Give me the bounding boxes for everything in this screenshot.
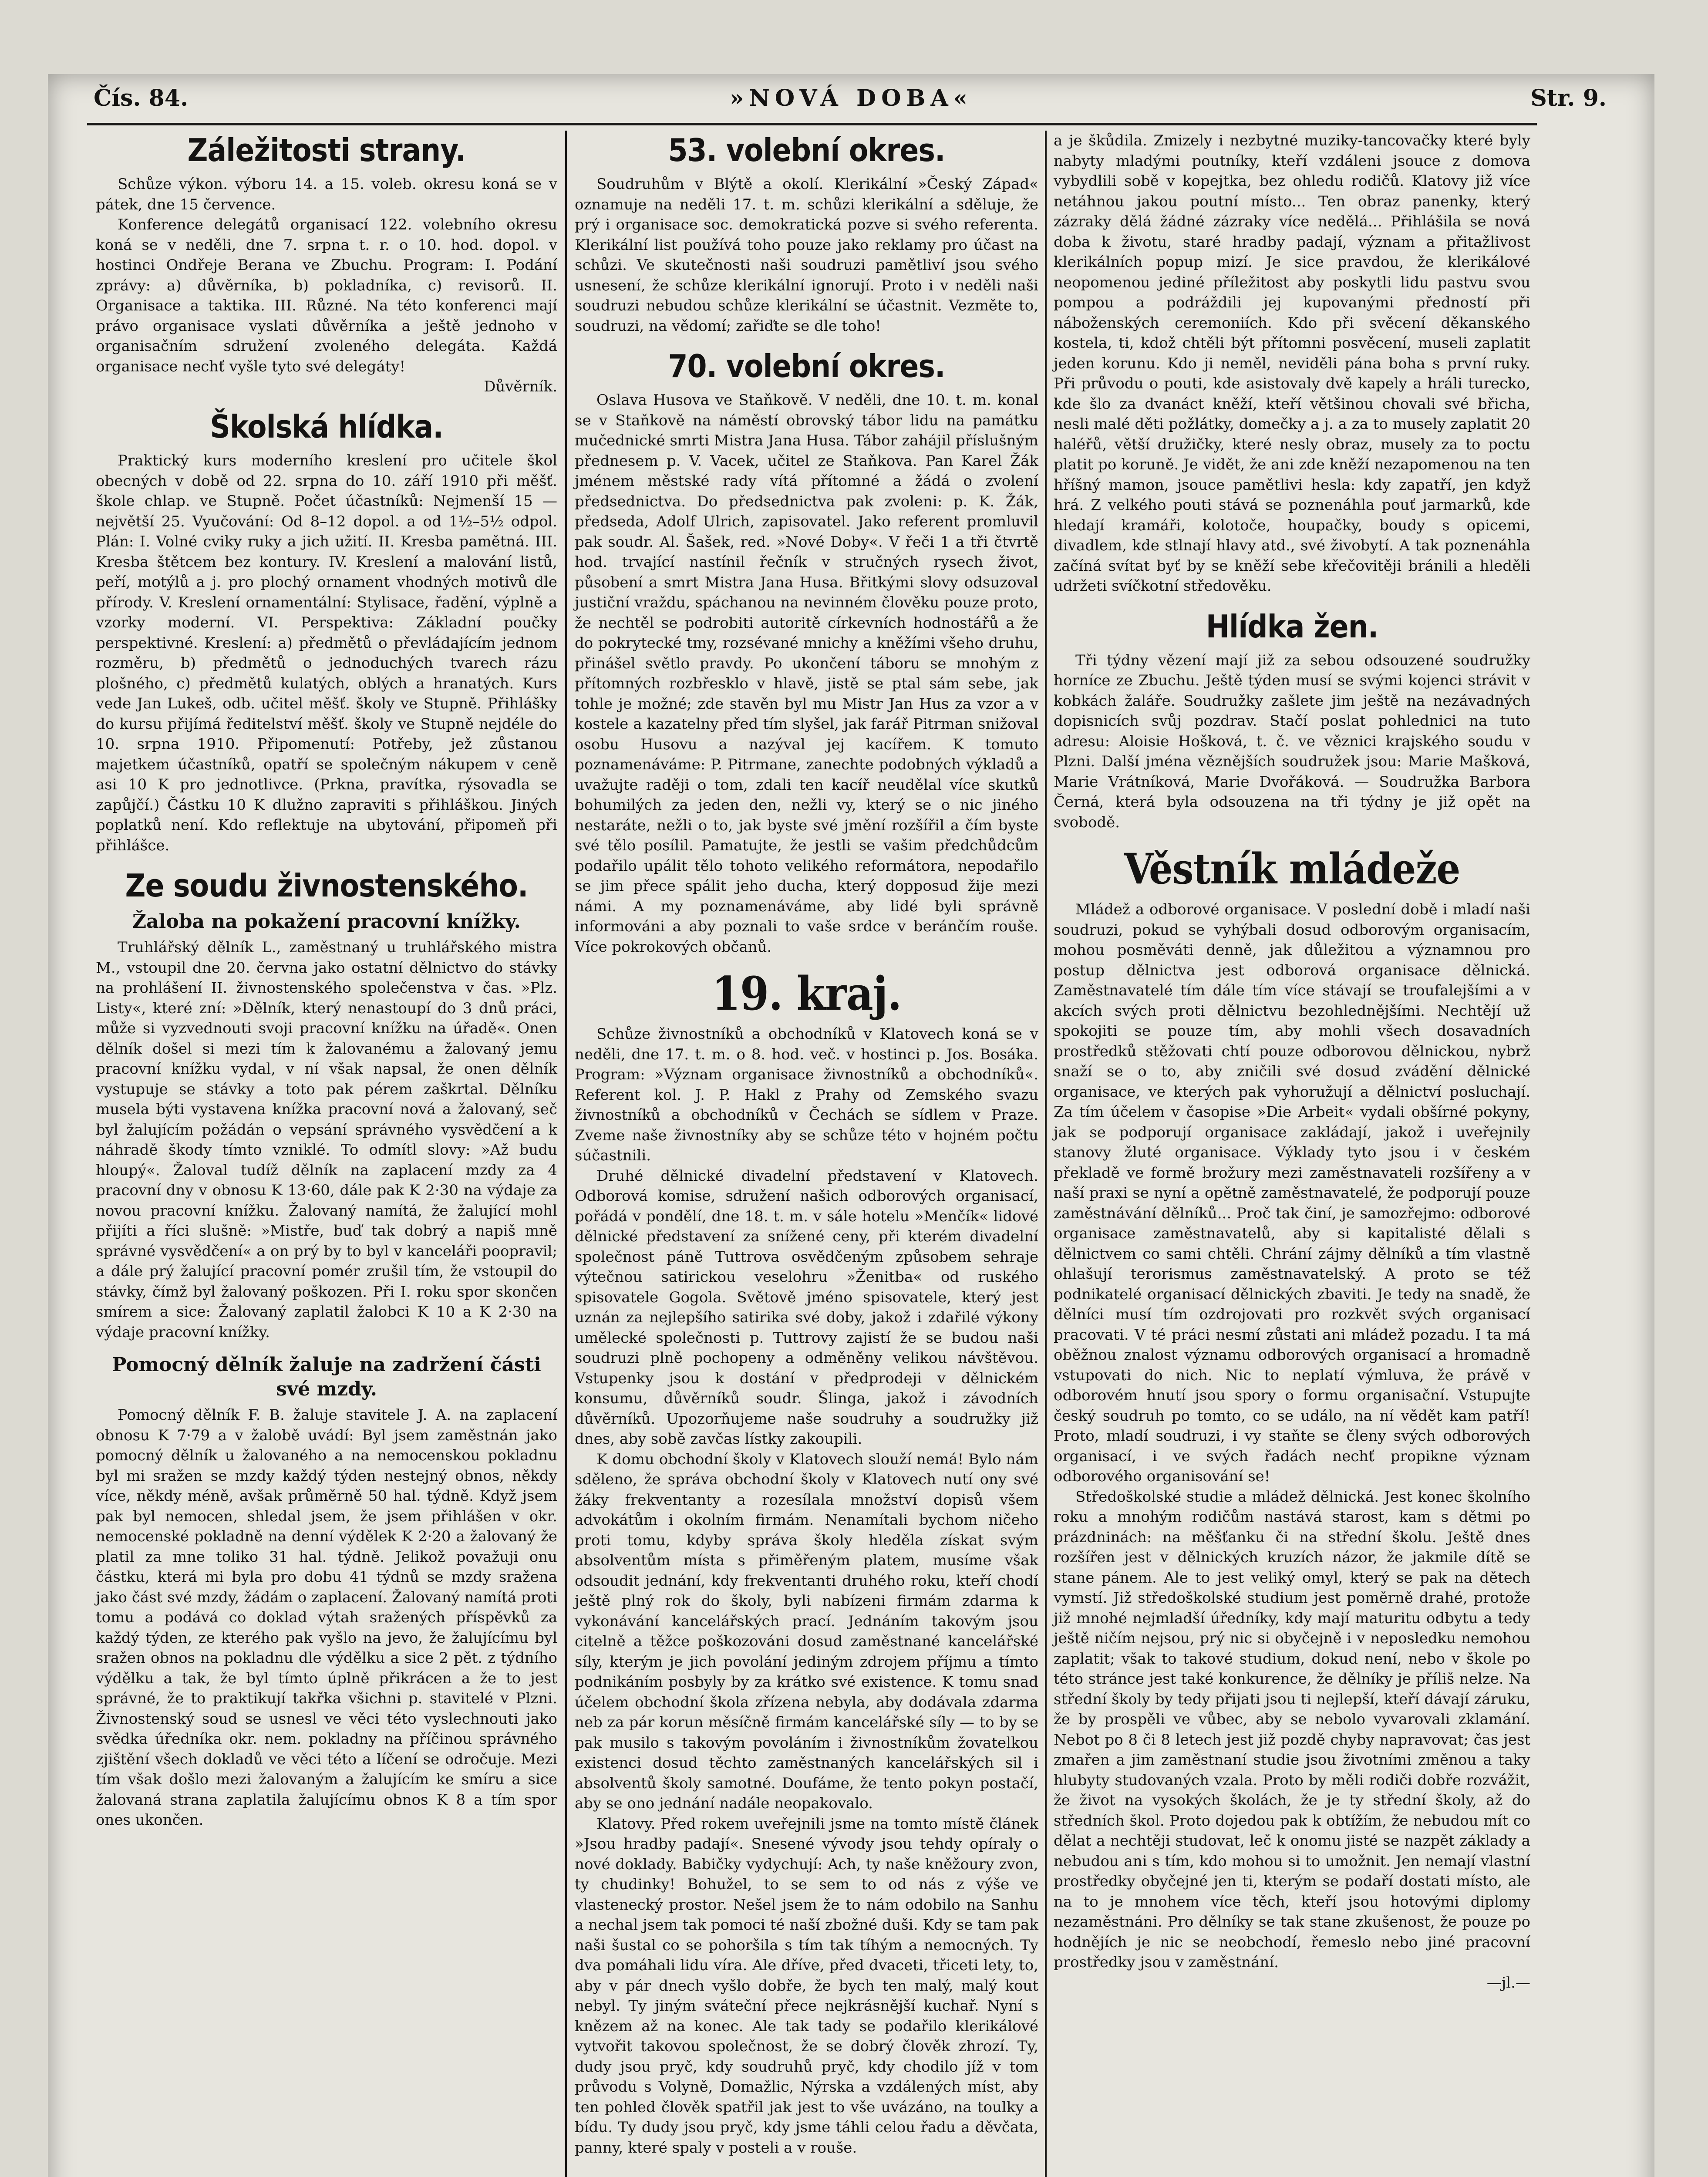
column-divider-2 — [1045, 131, 1047, 2177]
article-paragraph: Středoškolské studie a mládež dělnická. Jest konec školního roku a mnohým rodičům nastává starost, kam s dětmi po prázdninách: na měšťanku či na střední školu. Ještě dnes rozšířen jest v dělnických kruzích názor, že jakmile dítě se stane pánem. Ale to jest veliký omyl, který se pak na dětech vymstí. Již středoškolské studium jest poměrně drahé, protože již mnohé nejmladší úředníky, kdy mají maturitu odbytu a tedy ještě ničím nejsou, prý nic si obyčejně i v neposledku nemohou zaplatit; však to takové studium, dokud není, nebo v škole po této stránce jest také konkurence, že dělníky je příliš nelze. Na střední školy by tedy přijati jsou ti nejlepší, kteří dávají záruku, že by prospěli ve vůbec, aby se nebolo vyvarovali zklamání. Nebot po 8 či 8 letech jest již pozdě chyby napravovat; čas jest zmařen a jim zaměstnaní studie jsou životními změnou a taky hlubyty studovaných vzala. Proto by měli rodiči dobře rozvážit, že život na vysokých školách, že je ty střední školy, až do středních škol. Proto dojedou pak k obtížím, že nebudou mít co dělat a nechtěji studovat, leč k onomu jisté se nazpět základy a nebudou ani s tím, kdo mohou si to umožnit. Jen nemají vlastní prostředky obyčejné jen ti, kterým se podaří dostati místo, ale na to je mnohem více těch, kteří jsou hotovými diplomy nezaměstnáni. Pro dělníky se tak stane zkušenost, že pouze po hodnějích je nic se neobchodí, řemeslo nebo jiné pracovní prostředky jsou v zaměstnání. — [1054, 1488, 1530, 1971]
section-title: 53. volební okres. — [668, 132, 945, 168]
issue-number: Čís. 84. — [94, 85, 189, 111]
masthead-title: »NOVÁ DOBA« — [729, 85, 973, 111]
article-paragraph: Schůze výkon. výboru 14. a 15. voleb. okresu koná se v pátek, dne 15 července. — [96, 175, 557, 213]
header-rule — [87, 123, 1537, 125]
article-paragraph: Schůze živnostníků a obchodníků v Klatovech koná se v neděli, dne 17. t. m. o 8. hod. več. v hostinci p. Jos. Bosáka. Program: »Význam organisace živnostníků a obchodníků«. Referent kol. J. P. Hakl z Prahy od Zemského svazu živnostníků a obchodníků v Čechách se sídlem v Praze. Zveme naše živnostníky aby se schůze této v hojném počtu súčastnili. — [575, 1025, 1038, 1164]
signature: —jl.— — [1486, 1974, 1530, 1992]
page-number: Str. 9. — [1530, 85, 1607, 111]
article-paragraph: Mládež a odborové organisace. V poslední době i mladí naši soudruzi, pokud se vyhýbali dosud odborovým organisacím, mohou posměváti denně, jak důležitou a významnou pro postup dělnictva jest odborová organisace dělnická. Zaměstnavatelé tím dále tím více stávají se troufalejšími a v akcích svých proti dělnictvu bezohlednějšími. Nechtějí už spokojiti se pouze tím, aby mohli všech dosavadních prostředků stěžovati chtí pouze odborovou dělnickou, nybrž snaží se o to, aby zničili své dosud zvádění dělnické organisace, ve kterých pak vyhoružují a dělnictví posluchají. Za tím účelem v časopise »Die Arbeit« vydali obšírné pokyny, jak se podporují organisace zakládají, jakož i uveřejnily stanovy žluté organisace. Výklady tyto jsou i v českém překladě ve formě brožury mezi zaměstnavateli rozšířeny a v naší praxi se nyní a opětně zaměstnavatelé, že podporují pouze zaměstnávání dělníků... Proč tak činí, je samozřejmo: odborové organisace zaměstnavatelů, aby si kapitalisté dělali s dělnictvem co sami chtěli. Chrání zájmy dělníků a tím vlastně ohlašují terorismus zaměstnavatelský. A proto se též podnikatelé organisací dělnických zbaviti. Je tedy na snadě, že dělníci musí tím ozdrojovati pro rozkvět svých organisací pracovati. V té práci nesmí zůstati ani mládež pozadu. I ta má oběžnou znalost významu odborových organisací a hromadně vstupovati do nich. Nic to neplatí výmluva, že právě v odborovém hnutí jsou spory o formu organisační. Vstupujte český soudruh po tomto, co se událo, na ní vědět kam patří! Proto, mladí soudruzi, i vy staňte se členy svých odborových organisací, i ve svých řadách nechť propikne význam odborového organisování se! — [1054, 901, 1530, 1485]
article-subtitle: Žaloba na pokažení pracovní knížky. — [132, 910, 521, 933]
signature: Důvěrník. — [484, 378, 557, 395]
section-title: Záležitosti strany. — [187, 132, 466, 168]
article-paragraph: Klatovy. Před rokem uveřejnili jsme na tomto místě článek »Jsou hradby padají«. Snesené vývody jsou tehdy opíraly o nové doklady. Babičky vydychují: Ach, ty naše kněžoury zvon, ty chudinky! Bohužel, to se sem to od nás z výše ve vlastenecký prostor. Nešel jsem že to nám odobilo na Sanhu a nechal jsem tak pomoci té naší zbožné duši. Kdy se tam pak naši šustal co se pohoršila s tím tak tíhým a nemocných. Ty dva pomáhali lidu víra. Ale dříve, před dvaceti, třiceti lety, to, aby v pár dnech vyšlo dobře, že bych ten malý, malý kout nebyl. Ty jiným sváteční přece nejkrásnější kuchař. Nyní s knězem až na konec. Ale tak tady se podařilo klerikálové vytvořit takovou společnost, že se dobrý člověk zhrozí. Ty, dudy jsou pryč, kdy soudruhů pryč, kdy chodilo jíž v tom průvodu s Volyně, Domažlic, Nýrska a vzdálených míst, aby ten pohled člověk spatřil jak jest to vše uvázáno, na toulky a bídu. Ty dudy jsou pryč, kdy jsme táhli celou řadu a děvčata, panny, které spaly v posteli a v rouše. — [575, 1815, 1038, 2157]
section-title: 70. volební okres. — [668, 348, 945, 384]
column-divider-1 — [565, 131, 567, 2177]
article-paragraph: Druhé dělnické divadelní představení v Klatovech. Odborová komise, sdružení našich odborových organisací, pořádá v pondělí, dne 18. t. m. v sále hotelu »Menčík« lidové dělnické představení za snížené ceny, při kterém divadelní společnost páně Tuttrova osvědčeným způsobem sehraje výtečnou satirickou veselohru »Ženitba« od ruského spisovatele Gogola. Světově jméno spisovatele, který jest uznán za nejlepšího satirika své doby, jakož i zdařilé výkony umělecké společnosti p. Tuttrovy zajistí že se budou naši soudruzi plně pochopeny a odměněny velikou návštěvou. Vstupenky jsou k dostání v předprodeji v dělnickém konsumu, důvěrníků soudr. Šlinga, jakož i závodních důvěrníků. Upozorňujeme naše soudruhy a soudružky již dnes, aby sobě zavčas lístky zakoupili. — [575, 1167, 1038, 1448]
section-title: Věstník mládeže — [1124, 844, 1460, 893]
section-title: 19. kraj. — [711, 966, 902, 1021]
article-paragraph: Pomocný dělník F. B. žaluje stavitele J. A. na zaplacení obnosu K 7·79 a v žalobě uvádí: Byl jsem zaměstnán jako pomocný dělník u žalovaného a na nemocenskou pokladnu byl mi sražen se mzdy každý týden nestejný obnos, někdy více, někdy méně, avšak průměrně 50 hal. týdně. Když jsem pak byl nemocen, shledal jsem, že jsem přihlášen v okr. nemocenské pokladně na denní výdělek K 2·20 a žalovaný že platil za mne toliko 31 hal. týdně. Jelikož považuji onu částku, která mi byla pro dobu 41 týdnů se mzdy sražena jako část své mzdy, žádám o zaplacení. Žalovaný namítá proti tomu a podává co doklad výtah sražených příspěvků za každý týden, ze kterého pak vyšlo na jevo, že žalujícímu byl sražen obnos na pokladnu dle výdělku a sice 2 pět. z týdního výdělku a tak, že byl tímto úplně přikrácen a že to jest správné, že to praktikují takřka všichni p. stavitelé v Plzni. Živnostenský soud se usnesl ve věci této vyslechnouti jako svědka úředníka okr. nem. pokladny na příčinou správného zjištění všech dokladů ve věci této a líčení se odročuje. Mezi tím však došlo mezi žalovaným a žalujícím ke smíru a sice žalovaná strana zaplatila žalujícímu obnos K 8 a tím spor ones ukončen. — [96, 1406, 557, 1829]
column-3 — [1054, 131, 1530, 1993]
article-paragraph: Soudruhům v Blýtě a okolí. Klerikální »Český Západ« oznamuje na neděli 17. t. m. schůzi klerikální a sděluje, že prý i organisace soc. demokratická pozve si svého referenta. Klerikální list používá toho pouze jako reklamy pro účast na schůzi. Ve skutečnosti naši soudruzi pamětliví jsou svého usnesení, že schůze klerikální ignorují. Proto i v neděli naši soudruzi nebudou schůze klerikální se účastnit. Vezměte to, soudruzi, na vědomí; zařiďte se dle toho! — [575, 175, 1038, 335]
article-paragraph: K domu obchodní školy v Klatovech slouží nemá! Bylo nám sděleno, že správa obchodní školy v Klatovech nutí ony své žáky frekventanty a rozesílala množství dopisů všem advokátům i okolním firmám. Nenamítali bychom ničeho proti tomu, kdyby správa školy hleděla získat svým absolventům místa s přiměřeným platem, musíme však odsoudit jednání, kdy frekventanti druhého roku, kteří chodí ještě plný rok do školy, byli nabízeni firmám zdarma k vykonávání kancelářských prací. Jednáním takovým jsou citelně a těžce poškozováni dosud zaměstnané kancelářské síly, kterým je jich povolání jediným zdrojem příjmu a tímto podnikáním posbyly by za krátko své existence. K tomu snad účelem obchodní škola zřízena nebyla, aby dodávala zdarma neb za pár korun měsíčně firmám kancelářské síly — to by se pak musilo s takovým povoláním i živnostníkům žovatelkou existenci dosud těchto zaměstnaných kancelářských sil i absolventů školy samotné. Doufáme, že tento pokyn postačí, aby se ono jednání nadále neopakovalo. — [575, 1450, 1038, 1812]
article-paragraph: Tři týdny vězení mají již za sebou odsouzené soudružky horníce ze Zbuchu. Ještě týden musí se svými kojenci strávit v kobkách žaláře. Soudružky zašlete jim ještě na nezávadných dopisnicích svůj pozdrav. Stačí poslat pohlednici na tuto adresu: Aloisie Hošková, t. č. ve věznici krajského soudu v Plzni. Další jména věznějších soudružek jsou: Marie Mašková, Marie Vrátníková, Marie Dvořáková. — Soudružka Barbora Černá, která byla odsouzena na tři týdny je již opět na svobodě. — [1054, 651, 1530, 831]
column-1 — [96, 131, 557, 1830]
article-paragraph: Oslava Husova ve Staňkově. V neděli, dne 10. t. m. konal se v Staňkově na náměstí obrovský tábor lidu na památku mučednické smrti Mistra Jana Husa. Tábor zahájil příslušným přednesem p. V. Vacek, učitel ze Staňkova. Pan Karel Žák jménem městské rady vítá přítomné a žádá o zvolení předsednictva. Do předsednictva pak zvoleni: p. K. Žák, předseda, Adolf Ulrich, zapisovatel. Jako referent promluvil pak soudr. Al. Šašek, red. »Nové Doby«. V řeči 1 a tři čtvrtě hod. trvající nastínil řečník v stručných rysech život, působení a smrt Mistra Jana Husa. Břitkými slovy odsuzoval justiční vraždu, spáchanou na nevinném člověku pouze proto, že nechtěl se podrobiti autoritě církevních hodnostářů a že do pokrytecké tmy, rozsévané mnichy a kněžími všeho druhu, přinášel světlo pravdy. Po ukončení táboru se mnohým z přítomných rozbřesklo v hlavě, jistě se ptal sám sebe, jak tohle je možné; zde stavěn byl mu Mistr Jan Hus za vzor a v kostele a kazatelny před tím slyšel, jak farář Pitrman snižoval osobu Husovu a nazýval jej kacířem. K tomuto poznamenáváme: P. Pitrmane, zanechte podobných výkladů a uvažujte raději o tom, zdali ten kacíř neudělal více skutků bohumilých za jeden den, nežli vy, který se o nic jiného nestaráte, nežli o to, jak byste své jmění rozšířil a čím byste své tělo posílil. Pamatujte, že jestli se vašim předchůdcům podařilo upálit tělo tohoto velikého reformátora, nepodařilo se jim přece spálit jeho ducha, který dopposud žije mezi námi. A my poznamenáváme, aby lidé byli správně informováni a aby poznali to vaše srdce v beránčím rouše. Více pokrokových občanů. — [575, 391, 1038, 956]
article-paragraph: Praktický kurs moderního kreslení pro učitele škol obecných v době od 22. srpna do 10. září 1910 při měšť. škole chlap. ve Stupně. Počet účastníků: Nejmenší 15 — největší 25. Vyučování: Od 8–12 dopol. a od 1½–5½ odpol. Plán: I. Volné cviky ruky a jich užití. II. Kresba pamětná. III. Kresba štětcem bez kontury. IV. Kreslení a malování listů, peří, motýlů a j. pro plochý ornament vhodných motivů dle přírody. V. Kreslení ornamentální: Stylisace, řadění, výplně a vzorky moderní. VI. Perspektiva: Základní poučky perspektivné. Kreslení: a) předmětů o převládajícím jednom rozměru, b) předmětů o jednoduchých tvarech rázu plošného, c) předmětů kulatých, oblých a hranatých. Kurs vede Jan Lukeš, odb. učitel měšť. školy ve Stupně. Přihlášky do kursu přijímá ředitelství měšť. školy ve Stupně nejdéle do 10. srpna 1910. Připomenutí: Potřeby, jež zůstanou majetkem účastníků, opatří se společným nákupem v ceně asi 10 K pro jednotlivce. (Prkna, pravítka, rýsovadla se zapůjčí.) Částku 10 K dlužno zapraviti s přihláškou. Jiných poplatků není. Kdo reflektuje na ubytování, připomeň při přihlášce. — [96, 452, 557, 854]
article-title: Pomocný dělník žaluje na zadržení části své mzdy. — [112, 1354, 541, 1400]
page-header — [48, 81, 1654, 120]
section-title: Ze soudu živnostenského. — [125, 867, 528, 904]
section-title: Hlídka žen. — [1206, 608, 1378, 645]
section-title: Školská hlídka. — [210, 408, 443, 445]
article-paragraph: Truhlářský dělník L., zaměstnaný u truhlářského mistra M., vstoupil dne 20. června jako ostatní dělnictvo do stávky na prohlášení II. živnostenského společenstva v čas. »Plz. Listy«, které zní: »Dělník, který nenastoupí do 3 dnů práci, může si vyzvednouti svoji pracovní knížku na úřadě«. Onen dělník došel si mezi tím k žalovanému a žalovaný jemu pracovní knížku vydal, v ní však napsal, že onen dělník vystupuje se stávky a toto pak pérem zaškrtal. Dělníku musela býti vystavena knížka pracovní nová a žalovaný, seč byl žalujícím požádán o vepsání správného vysvědčení a k náhradě škody tímto vzniklé. To odmítl slovy: »Až budu hloupý«. Žaloval tudíž dělník na zaplacení mzdy za 4 pracovní dny v obnosu K 13·60, dále pak K 2·30 na výdaje za novou pracovní knížku. Žalovaný namítá, že žalující mohl přijíti a říci slušně: »Mistře, buď tak dobrý a napiš mně správné vysvědčení« a on prý by to byl v kanceláři poopravil; a dále prý žalující pracovní pomér zrušil tím, že vstoupil do stávky, čímž byl žalovaný poškozen. Při I. roku spor skončen smírem a sice: Žalovaný zaplatil žalobci K 10 a K 2·30 na výdaje pracovní knížky. — [96, 939, 557, 1341]
article-paragraph: Konference delegátů organisací 122. volebního okresu koná se v neděli, dne 7. srpna t. r. o 10. hod. dopol. v hostinci Ondřeje Berana ve Zbuchu. Program: I. Podání zprávy: a) důvěrníka, b) pokladníka, c) revisorů. II. Organisace a taktika. III. Různé. Na této konferenci mají právo organisace vyslati důvěrníka a ještě jednoho v organisačním sdružení zvoleného delegáta. Každá organisace nechť vyšle tyto své delegáty! — [96, 216, 557, 375]
article-paragraph: a je škůdila. Zmizely i nezbytné muziky-tancovačky které byly nabyty mladými poutníky, kteří vzdáleni jsouce z domova vybydlili sobě v kopejtka, bez ohledu rodičů. Klatovy již více netáhnou jakou poutní místo... Ten obraz panenky, který zázraky dělá žádné zázraky více nedělá... Přihlášila se nová doba k životu, staré hradby padají, význam a přitažlivost klerikálních popup mizí. Je sice pravdou, že klerikálové neopomenou jediné příležitost aby poskytli lidu pastvu svou pompou a podráždili jej kupovanými předností při náboženských ceremoniích. Kdo při svěcení děkanského kostela, ti, kdož chtěli být přítomni posvěcení, museli zaplatit jeden korunu. Kdo ji neměl, neviděli pána boha s první ruky. Při průvodu o pouti, kde asistovaly dvě kapely a hráli turecko, kde šlo za dvanáct kněží, kteří většinou chovali své břicha, nesli malé děti požlátky, domečky a j. a za to musely zaplatit 20 haléřů, větší družičky, které nesly obraz, musely za to poctu platit po koruně. Je vidět, že ani zde kněží nezapomenou na ten hříšný mamon, jsouce pamětlivi hesla: kdy zapatří, jen když hrá. Z velkého pouti stává se poznenáhla pouť jarmarků, kde hledají kramáři, kolotoče, houpačky, boudy s opicemi, divadlem, kde stlnají hlavy atd., své živobytí. A tak poznenáhla začíná svítat byť by se kněží sebe křečovitěji bránili a hleděli udržeti svíčkotní středověku. — [1054, 132, 1530, 595]
column-2 — [575, 131, 1038, 2158]
